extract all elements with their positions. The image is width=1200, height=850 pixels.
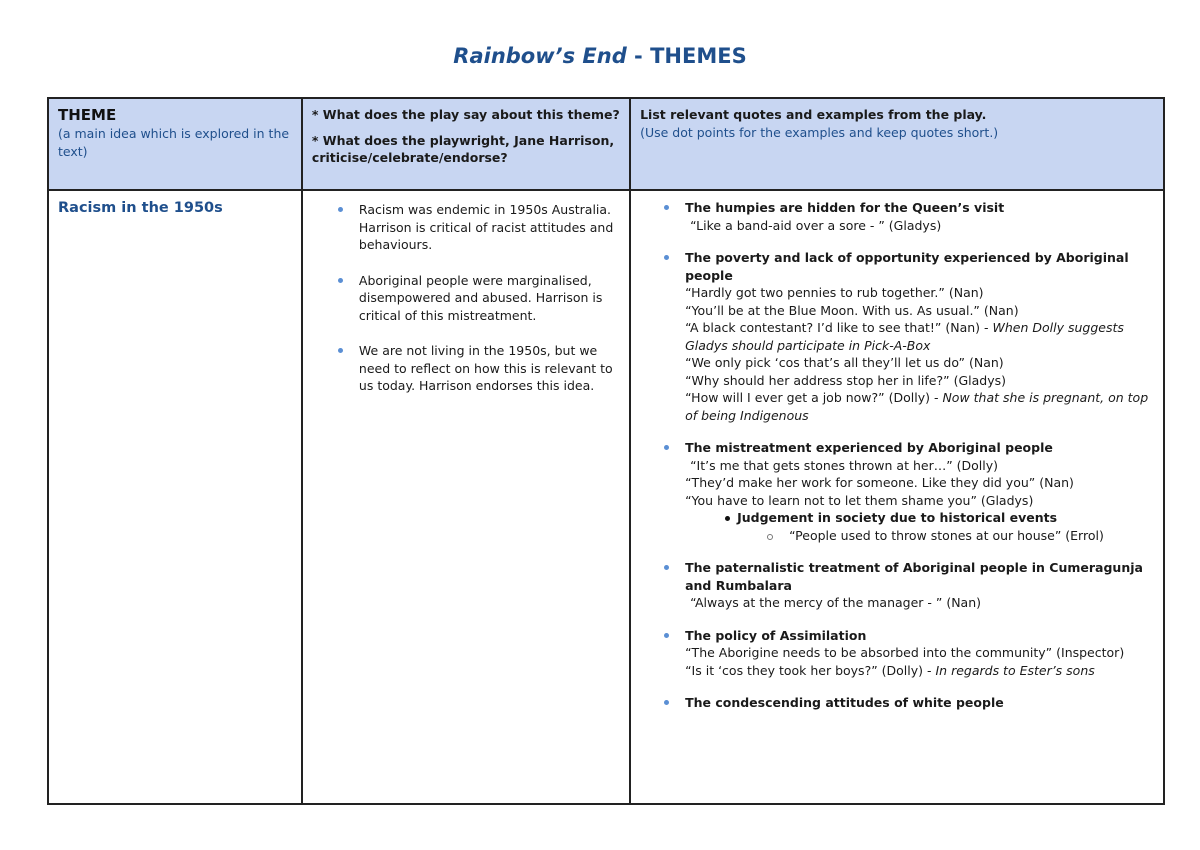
quote: “Why should her address stop her in life?” (Gladys) [685, 372, 1007, 388]
header-analysis-cell [302, 98, 630, 190]
page-title [0, 44, 1200, 68]
quote-note: In regards to Ester’s sons [935, 662, 1095, 678]
example-heading: The paternalistic treatment of Aboriginal people in Cumeragunja and Rumbalara [685, 560, 1143, 593]
example-heading: The condescending attitudes of white people [685, 695, 1004, 710]
quote: “You have to learn not to let them shame you” (Gladys) [685, 492, 1034, 508]
header-quotes-cell [630, 98, 1164, 190]
analysis-list [333, 201, 619, 395]
quote: “Is it ‘cos they took her boys?” (Dolly) - In regards to Ester’s sons [685, 662, 1095, 678]
circle-bullet-icon [767, 534, 773, 540]
header-quotes-subtitle: (Use dot points for the examples and keep quotes short.) [640, 124, 999, 140]
theme-cell [48, 190, 302, 804]
header-quotes-title: List relevant quotes and examples from the play. [640, 107, 987, 122]
header-question-2: * What does the playwright, Jane Harrison, criticise/celebrate/endorse? [311, 132, 615, 165]
quote: “It’s me that gets stones thrown at her…” (Dolly) [690, 457, 999, 473]
quote: “The Aborigine needs to be absorbed into the community” (Inspector) [685, 645, 1125, 660]
header-theme-cell [48, 98, 302, 190]
sub-example-heading: Judgement in society due to historical events [685, 509, 1157, 527]
header-question-1: * What does the play say about this theme? [311, 107, 620, 122]
example-item [659, 439, 1157, 544]
header-theme-title: THEME [58, 106, 117, 124]
example-heading: The poverty and lack of opportunity experienced by Aboriginal people [685, 250, 1129, 283]
theme-row [48, 190, 1164, 804]
quote: “Hardly got two pennies to rub together.” (Nan) [685, 285, 984, 300]
quote-note: Now that she is pregnant, on top of being Indigenous [685, 390, 1149, 423]
quote: “Like a band-aid over a sore - ” (Gladys) [690, 217, 942, 233]
theme-name: Racism in the 1950s [58, 200, 223, 216]
quotes-cell [630, 190, 1164, 804]
example-heading: The mistreatment experienced by Aboriginal people [685, 440, 1053, 455]
quote: “How will I ever get a job now?” (Dolly) - Now that she is pregnant, on top of being Indigenous [685, 390, 1149, 423]
quote: “Always at the mercy of the manager - ” (Nan) [690, 595, 982, 610]
analysis-cell [302, 190, 630, 804]
quote: “A black contestant? I’d like to see that!” (Nan) - When Dolly suggests Gladys should participate in Pick-A-Box [685, 320, 1124, 353]
quote: “They’d make her work for someone. Like they did you” (Nan) [685, 475, 1074, 490]
analysis-item: Racism was endemic in 1950s Australia. Harrison is critical of racist attitudes and behaviours. [333, 201, 619, 254]
title-rest: - THEMES [626, 44, 747, 68]
example-heading: The humpies are hidden for the Queen’s visit [685, 200, 1005, 215]
header-theme-subtitle: (a main idea which is explored in the text) [58, 126, 290, 159]
quote: “You’ll be at the Blue Moon. With us. As usual.” (Nan) [685, 302, 1019, 318]
header-row [48, 98, 1164, 190]
examples-list [659, 199, 1157, 712]
analysis-item: We are not living in the 1950s, but we need to reflect on how this is relevant to us today. Harrison endorses this idea. [333, 342, 619, 395]
example-heading: The policy of Assimilation [685, 627, 867, 643]
quote: “We only pick ‘cos that’s all they’ll let us do” (Nan) [685, 355, 1004, 370]
example-item [659, 627, 1157, 680]
title-italic: Rainbow’s End [453, 44, 627, 68]
example-item [659, 249, 1157, 424]
sub-quote: “People used to throw stones at our house” (Errol) [685, 527, 1157, 545]
example-item [659, 559, 1157, 612]
example-item [659, 694, 1157, 712]
analysis-item: Aboriginal people were marginalised, disempowered and abused. Harrison is critical of this mistreatment. [333, 272, 619, 325]
quote-note: When Dolly suggests Gladys should participate in Pick-A-Box [685, 320, 1124, 353]
themes-table [47, 97, 1165, 805]
example-item [659, 199, 1157, 234]
bullet-icon [725, 516, 730, 521]
